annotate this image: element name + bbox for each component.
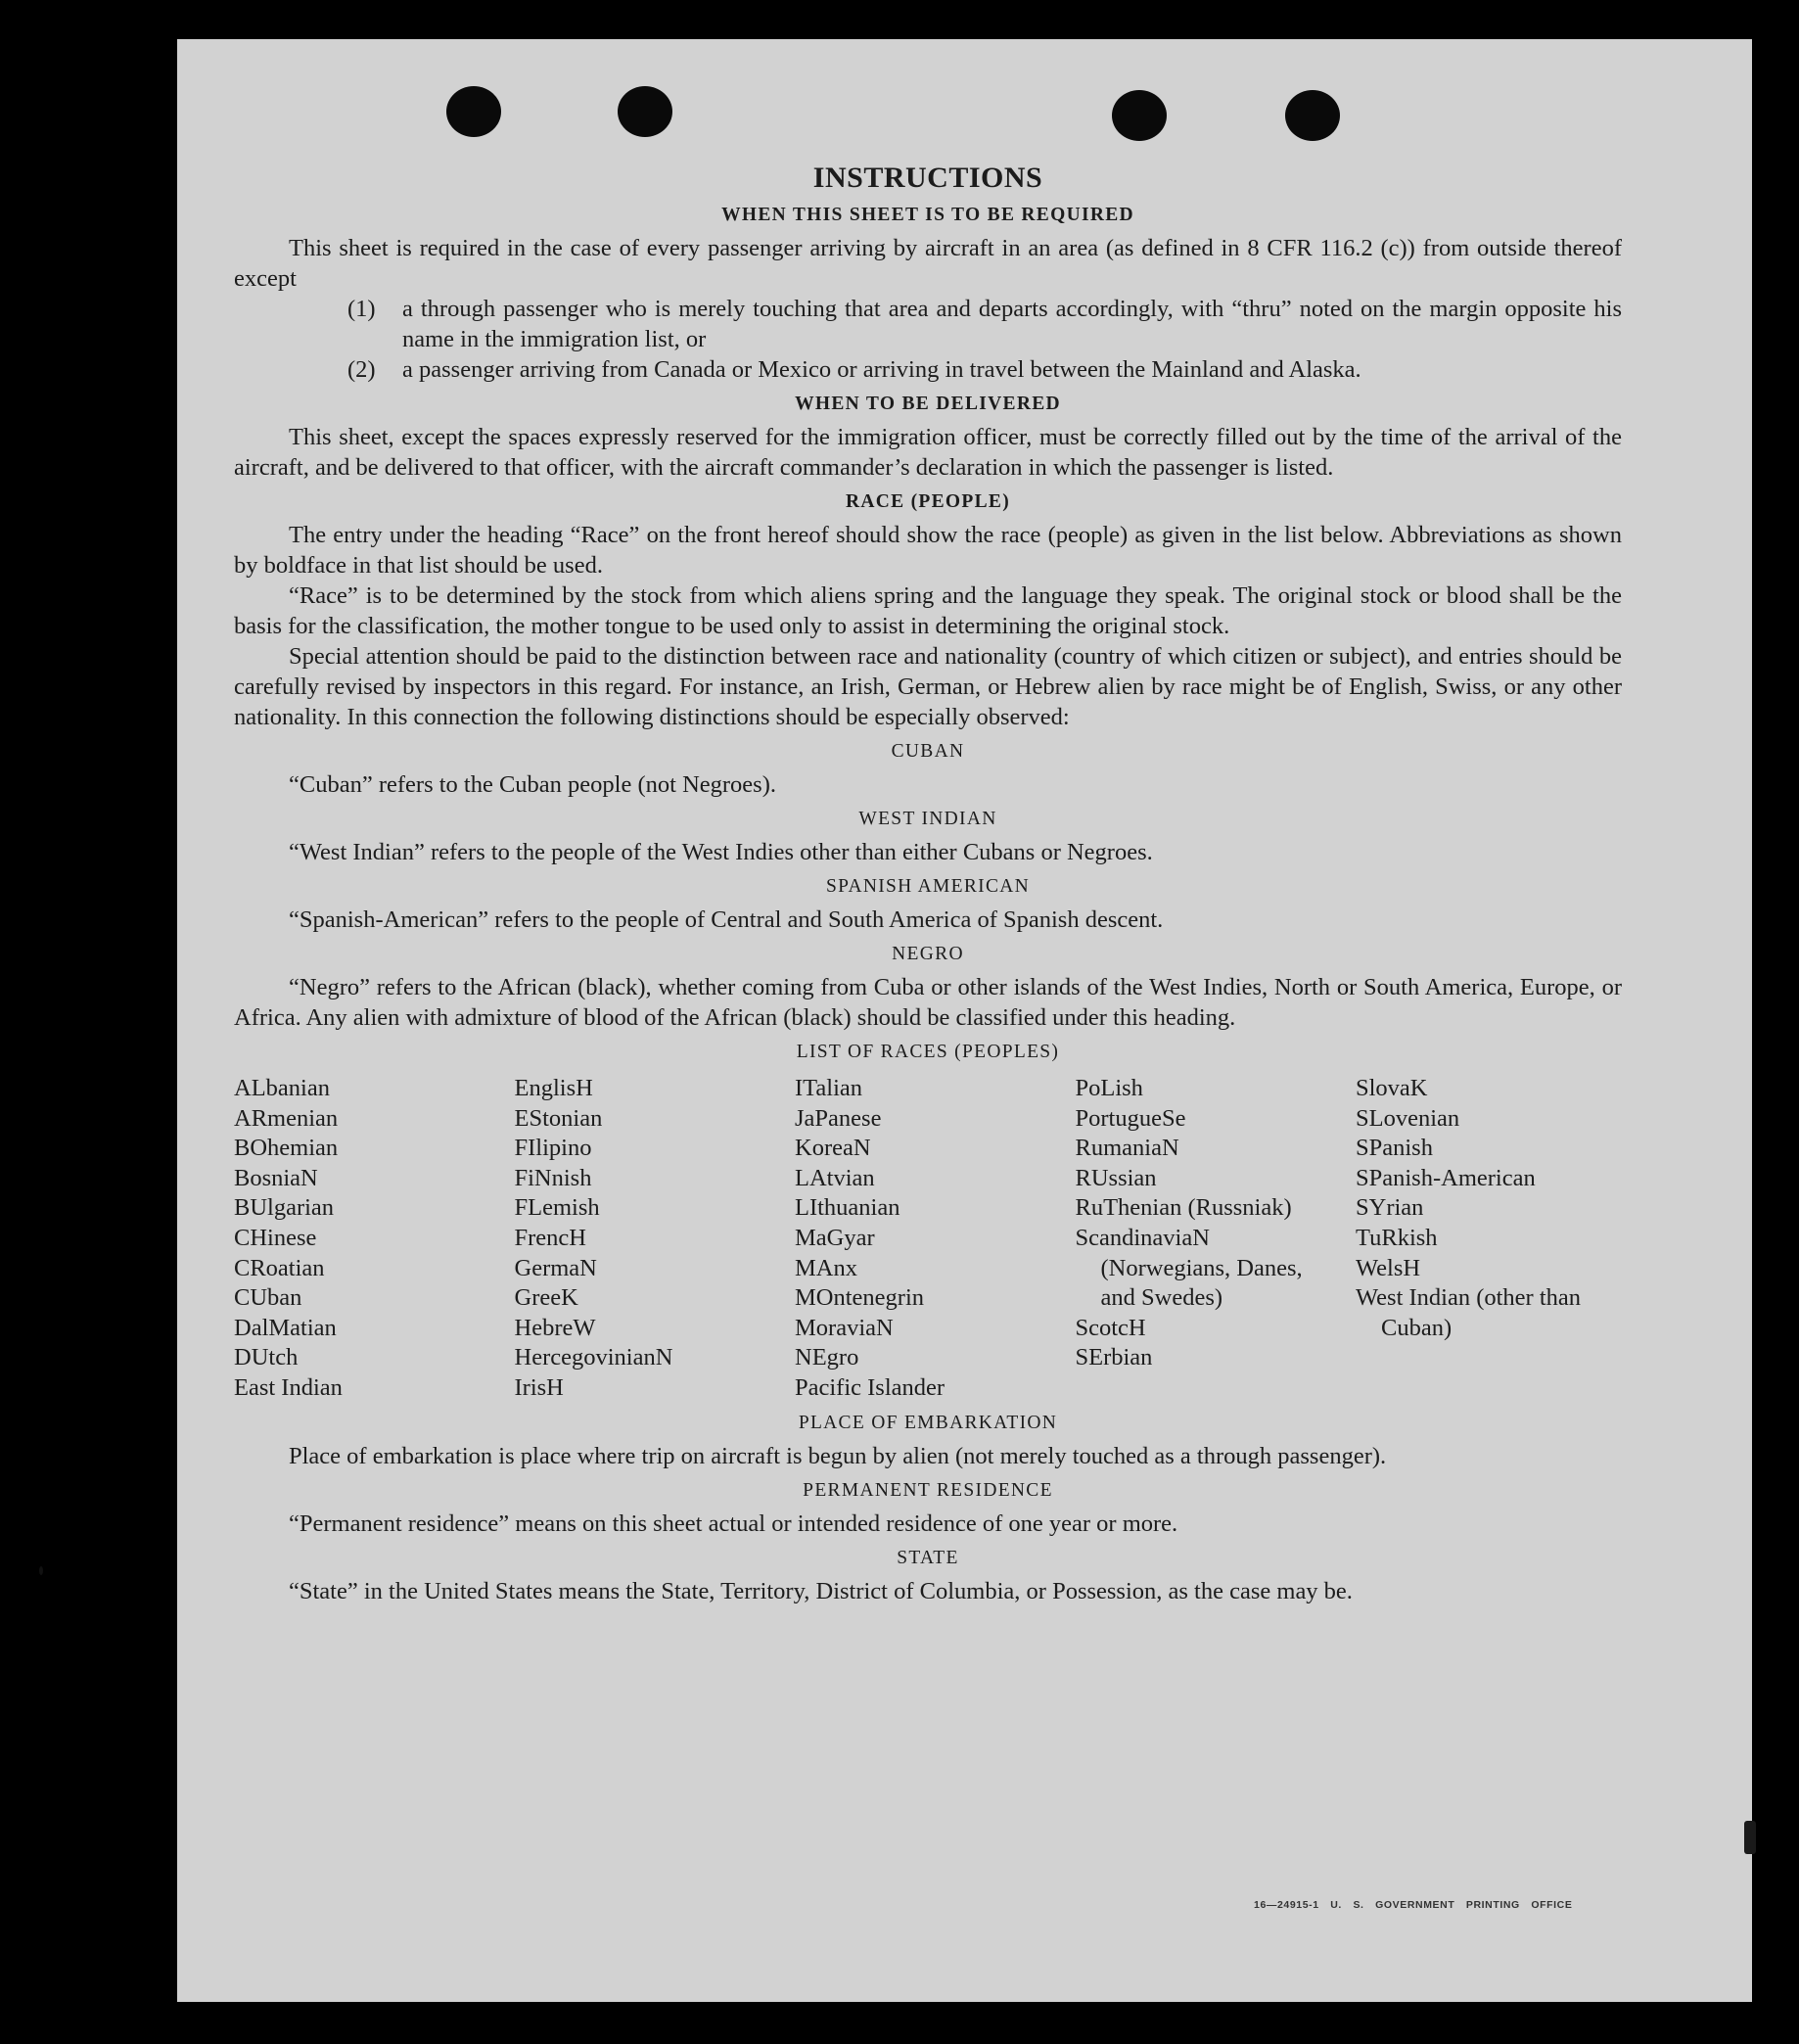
- section-heading-negro: NEGRO: [892, 944, 964, 964]
- race-item: FIlipino: [514, 1135, 592, 1162]
- race-item: SYrian: [1356, 1194, 1424, 1222]
- race-item: RUssian: [1075, 1164, 1157, 1191]
- race-column: [515, 1074, 781, 1404]
- punch-hole: [1285, 90, 1340, 141]
- printing-office-footer: 16—24915-1 U. S. GOVERNMENT PRINTING OFFICE: [1254, 1899, 1573, 1911]
- race-item: FrencH: [514, 1224, 586, 1251]
- race-item: PortugueSe: [1075, 1104, 1186, 1132]
- race-item: KoreaN: [795, 1135, 871, 1162]
- section-heading-required: WHEN THIS SHEET IS TO BE REQUIRED: [721, 205, 1134, 225]
- race-item: SPanish: [1356, 1135, 1433, 1162]
- cuban-text: “Cuban” refers to the Cuban people (not Negroes).: [289, 771, 776, 798]
- race-item: FLemish: [514, 1194, 600, 1222]
- race-item: ARmenian: [234, 1104, 339, 1132]
- binder-clip: [1744, 1821, 1756, 1854]
- race-item: LAtvian: [795, 1164, 875, 1191]
- race-item: MoraviaN: [795, 1314, 894, 1341]
- race-column: [234, 1074, 500, 1404]
- speck: [39, 1566, 43, 1575]
- race-item: LIthuanian: [795, 1194, 900, 1222]
- race-item: ScandinaviaN (Norwegians, Danes, and Swedes): [1075, 1224, 1303, 1312]
- section-heading-races-list: LIST OF RACES (PEOPLES): [796, 1042, 1060, 1062]
- race-item: ScotcH: [1075, 1314, 1146, 1341]
- document-sheet: [177, 39, 1752, 2002]
- race-item: East Indian: [234, 1373, 343, 1401]
- race-item: FiNnish: [514, 1164, 592, 1191]
- race-item: GreeK: [514, 1284, 578, 1312]
- race-item: SPanish-American: [1356, 1164, 1536, 1191]
- residence-text: “Permanent residence” means on this sheet actual or intended residence of one year or more.: [289, 1510, 1178, 1537]
- race-item: DUtch: [234, 1344, 299, 1371]
- section-heading-spanish-american: SPANISH AMERICAN: [825, 876, 1031, 897]
- race-column: [1076, 1074, 1342, 1404]
- race-item: CHinese: [234, 1224, 317, 1251]
- race-item: IrisH: [514, 1373, 564, 1401]
- punch-hole: [446, 86, 501, 137]
- race-item: MAnx: [795, 1254, 857, 1281]
- delivered-text: This sheet, except the spaces expressly reserved for the immigration officer, must be correctly filled out by the time of the arrival of the aircraft, and be delivered to that officer, with the aircraft commander’s declaration in which the passenger is listed.: [234, 424, 1622, 481]
- races-list: [234, 1074, 1622, 1404]
- race-paragraph-3: Special attention should be paid to the distinction between race and nationality (country of which citizen or subject), and entries should be carefully revised by inspectors in this regard. For instance, an Irish, German, or Hebrew alien by race might be of English, Swiss, or any other nationality. In this connection the following distinctions should be especially observed:: [234, 643, 1622, 730]
- race-item: BOhemian: [234, 1135, 339, 1162]
- spanish-american-text: “Spanish-American” refers to the people of Central and South America of Spanish descent.: [289, 906, 1164, 933]
- exception-number: (1): [347, 296, 376, 322]
- race-item: WelsH: [1356, 1254, 1421, 1281]
- race-paragraph-2: “Race” is to be determined by the stock from which aliens spring and the language they speak. The original stock or blood shall be the basis for the classification, the mother tongue to be used only to assist in determining the original stock.: [234, 582, 1622, 639]
- exception-item: [234, 294, 1622, 354]
- race-item: BUlgarian: [234, 1194, 335, 1222]
- embarkation-text: Place of embarkation is place where trip on aircraft is begun by alien (not merely touched as a through passenger).: [289, 1442, 1387, 1469]
- race-item: TuRkish: [1356, 1224, 1438, 1251]
- page-title: INSTRUCTIONS: [812, 162, 1043, 194]
- section-heading-delivered: WHEN TO BE DELIVERED: [795, 394, 1061, 414]
- race-paragraph-1: The entry under the heading “Race” on the front hereof should show the race (people) as given in the list below. Abbreviations as shown by boldface in that list should be used.: [234, 522, 1622, 579]
- section-heading-state: STATE: [897, 1547, 959, 1568]
- race-item: EStonian: [514, 1104, 603, 1132]
- race-item: SlovaK: [1356, 1075, 1428, 1101]
- race-item: GermaN: [514, 1254, 597, 1281]
- exception-item: [234, 354, 1622, 385]
- race-item: SErbian: [1075, 1344, 1153, 1371]
- race-item: RumaniaN: [1075, 1135, 1179, 1162]
- section-heading-cuban: CUBAN: [891, 741, 965, 762]
- section-heading-race: RACE (PEOPLE): [845, 491, 1011, 512]
- section-heading-west-indian: WEST INDIAN: [858, 809, 997, 829]
- state-text: “State” in the United States means the State, Territory, District of Columbia, or Possession, as the case may be.: [289, 1577, 1353, 1604]
- exception-number: (2): [347, 356, 376, 383]
- race-item: Pacific Islander: [795, 1373, 946, 1401]
- race-item: HebreW: [514, 1314, 596, 1341]
- race-column: [795, 1074, 1061, 1404]
- race-item: DalMatian: [234, 1314, 337, 1341]
- exception-text: a through passenger who is merely touching that area and departs accordingly, with “thru” noted on the margin opposite his name in the immigration list, or: [402, 296, 1622, 352]
- instructions-body: [234, 161, 1622, 1606]
- race-item: CRoatian: [234, 1254, 325, 1281]
- west-indian-text: “West Indian” refers to the people of the West Indies other than either Cubans or Negroes.: [289, 839, 1153, 865]
- section-heading-residence: PERMANENT RESIDENCE: [803, 1479, 1053, 1501]
- exception-text: a passenger arriving from Canada or Mexico or arriving in travel between the Mainland and Alaska.: [402, 356, 1361, 383]
- punch-hole: [1112, 90, 1167, 141]
- race-item: ALbanian: [234, 1075, 330, 1101]
- race-item: CUban: [234, 1284, 302, 1312]
- race-item: HercegovinianN: [514, 1344, 673, 1371]
- race-item: ITalian: [795, 1075, 863, 1101]
- race-item: MaGyar: [795, 1224, 875, 1251]
- race-item: EnglisH: [514, 1075, 593, 1101]
- punch-hole: [618, 86, 672, 137]
- race-item: SLovenian: [1356, 1104, 1460, 1132]
- race-item: West Indian (other than Cuban): [1356, 1284, 1582, 1341]
- race-item: RuThenian (Russniak): [1075, 1194, 1292, 1222]
- race-item: NEgro: [795, 1344, 859, 1371]
- required-intro: This sheet is required in the case of every passenger arriving by aircraft in an area (as defined in 8 CFR 116.2 (c)) from outside thereof except: [234, 235, 1622, 292]
- race-column: [1356, 1074, 1622, 1404]
- race-item: JaPanese: [795, 1104, 882, 1132]
- race-item: PoLish: [1075, 1075, 1143, 1101]
- race-item: MOntenegrin: [795, 1284, 924, 1312]
- negro-text: “Negro” refers to the African (black), whether coming from Cuba or other islands of the West Indies, North or South America, Europe, or Africa. Any alien with admixture of blood of the African (black) should be classified under this heading.: [234, 974, 1622, 1031]
- section-heading-embarkation: PLACE OF EMBARKATION: [798, 1412, 1058, 1433]
- race-item: BosniaN: [234, 1164, 318, 1191]
